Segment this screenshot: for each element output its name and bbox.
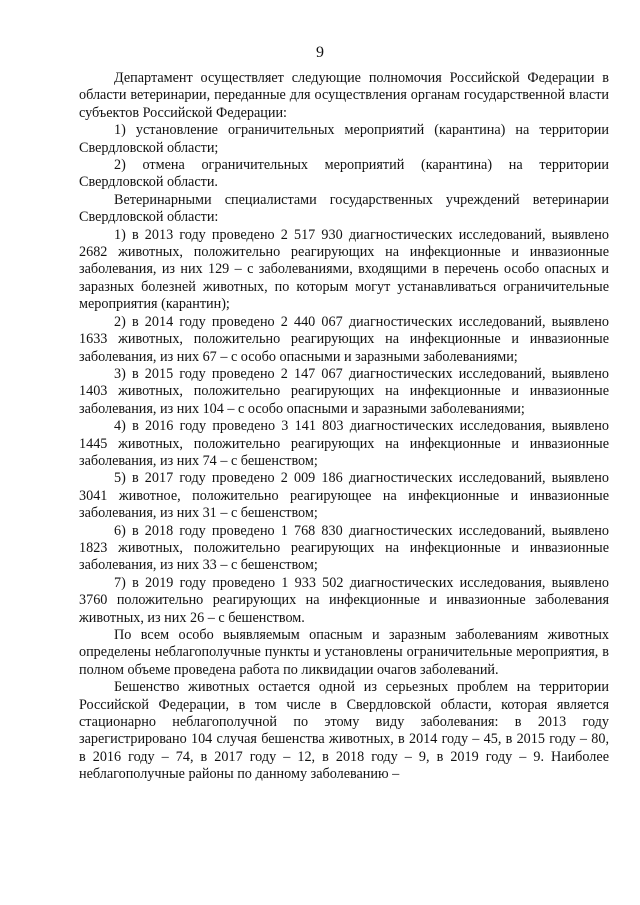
paragraph-power-2: 2) отмена ограничительных мероприятий (карантина) на территории Свердловской области. (79, 157, 609, 191)
paragraph-year-2016: 4) в 2016 году проведено 3 141 803 диагностических исследования, выявлено 1445 животных, положительно реагирующих на инфекционные и инвазионные заболевания, из них 74 – с бешенством; (79, 418, 609, 469)
paragraph-rabies: Бешенство животных остается одной из серьезных проблем на территории Российской Федерации, в том числе в Свердловской области, которая является стационарно неблагополучной по этому виду заболевания: в 2013 году зарегистрировано 104 случая бешенства животных, в 2014 году – 45, в 2015 году – 80, в 2016 году – 74, в 2017 году – 12, в 2018 году – 9, в 2019 году – 9. Наиболее неблагополучные районы по данному заболеванию – (79, 679, 609, 783)
paragraph-year-2014: 2) в 2014 году проведено 2 440 067 диагностических исследований, выявлено 1633 животных, положительно реагирующих на инфекционные и инвазионные заболевания, из них 67 – с особо опасными и заразными заболеваниями; (79, 313, 609, 365)
paragraph-year-2017: 5) в 2017 году проведено 2 009 186 диагностических исследований, выявлено 3041 животное, положительно реагирующее на инфекционные и инвазионные заболевания, из них 31 – с бешенством; (79, 470, 609, 522)
paragraph-year-2019: 7) в 2019 году проведено 1 933 502 диагностических исследования, выявлено 3760 положительно реагирующих на инфекционные и инвазионные заболевания животных, из них 26 – с бешенством. (79, 574, 609, 626)
paragraph-year-2015: 3) в 2015 году проведено 2 147 067 диагностических исследований, выявлено 1403 животных, положительно реагирующих на инфекционные и инвазионные заболевания, из них 104 – с особо опасными и заразными заболеваниями; (79, 365, 609, 417)
page-number: 9 (316, 44, 324, 61)
paragraph-outbreak-measures: По всем особо выявляемым опасным и заразным заболеваниям животных определены неблагополучные пункты и установлены ограничительные мероприятия, в полном объеме проведена работа по ликвидации очагов заболеваний. (79, 627, 609, 678)
document-body (79, 70, 609, 784)
paragraph-power-1: 1) установление ограничительных мероприятий (карантина) на территории Свердловской области; (79, 122, 609, 156)
paragraph-specialists-intro: Ветеринарными специалистами государственных учреждений ветеринарии Свердловской области: (79, 191, 609, 226)
paragraph-powers-intro: Департамент осуществляет следующие полномочия Российской Федерации в области ветеринарии, переданные для осуществления органам государственной власти субъектов Российской Федерации: (79, 70, 609, 121)
paragraph-year-2013: 1) в 2013 году проведено 2 517 930 диагностических исследований, выявлено 2682 животных, положительно реагирующих на инфекционные и инвазионные заболевания, из них 129 – с заболеваниями, входящими в перечень особо опасных и заразных болезней животных, по которым могут устанавливаться ограничительные мероприятия (карантин); (79, 226, 609, 313)
paragraph-year-2018: 6) в 2018 году проведено 1 768 830 диагностических исследований, выявлено 1823 животных, положительно реагирующих на инфекционные и инвазионные заболевания, из них 33 – с бешенством; (79, 522, 609, 574)
